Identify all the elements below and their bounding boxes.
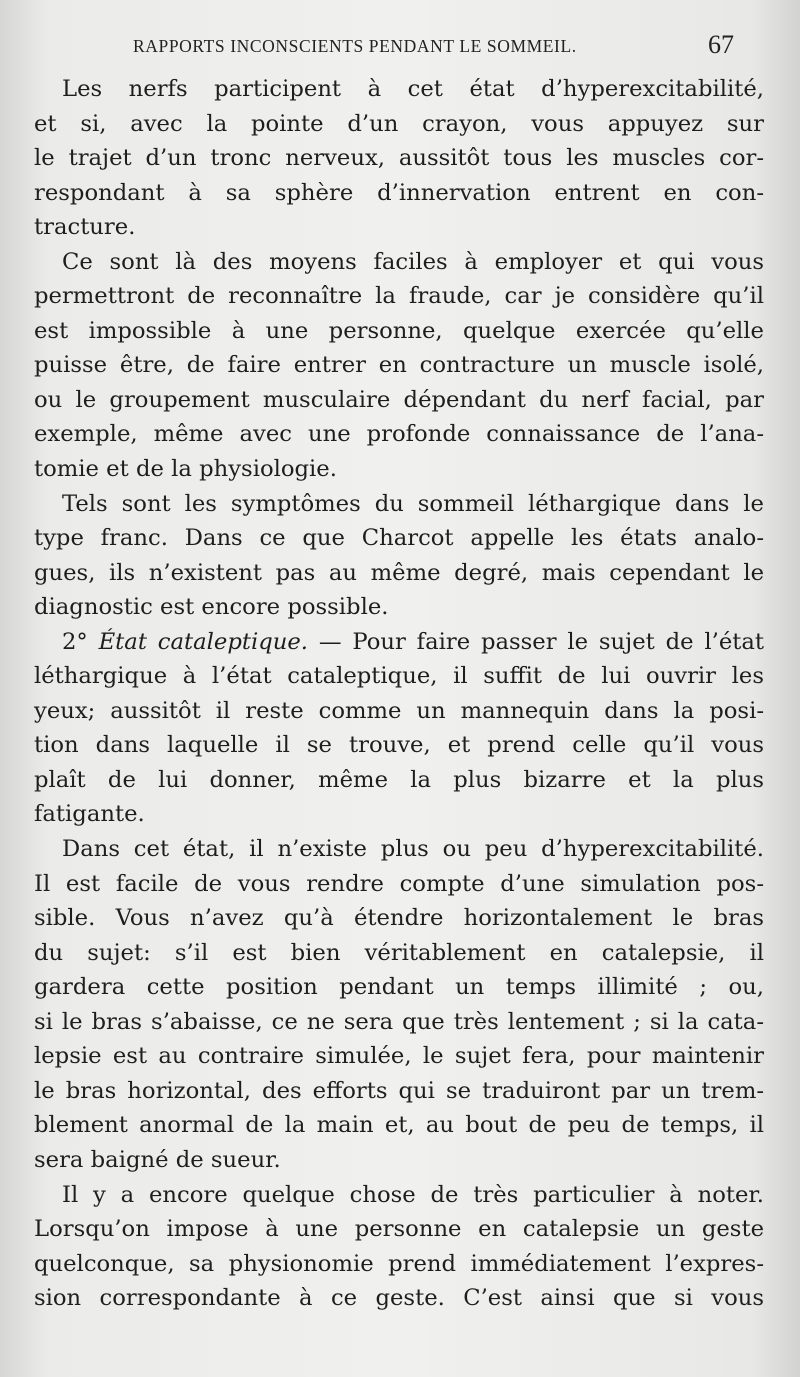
text-line: tion dans laquelle il se trouve, et prend celle qu’il vous xyxy=(34,732,764,759)
text-line: et si, avec la pointe d’un crayon, vous appuyez sur xyxy=(34,110,764,137)
text-line: yeux; aussitôt il reste comme un mannequin dans la posi- xyxy=(34,697,764,724)
text-line: Ce sont là des moyens faciles à employer et qui vous xyxy=(62,248,764,275)
paragraph-3 xyxy=(34,487,764,625)
paragraph-5 xyxy=(34,832,764,1177)
section-heading-line: 2° État cataleptique. — Pour faire passer le sujet de l’état xyxy=(62,628,765,655)
section-number: 2° xyxy=(62,628,88,655)
text-line: respondant à sa sphère d’innervation entrent en con- xyxy=(34,179,764,206)
text-line: Dans cet état, il n’existe plus ou peu d’hyperexcitabilité. xyxy=(62,836,764,863)
text-line: Tels sont les symptômes du sommeil léthargique dans le xyxy=(62,490,764,517)
text-line: plaît de lui donner, même la plus bizarre et la plus xyxy=(34,766,764,793)
text-line: fatigante. xyxy=(34,801,145,828)
paragraph-4 xyxy=(34,625,764,832)
text-line: permettront de reconnaître la fraude, car je considère qu’il xyxy=(34,283,764,310)
text-line: tomie et de la physiologie. xyxy=(34,456,337,483)
text-line: diagnostic est encore possible. xyxy=(34,594,389,621)
text-line: du sujet: s’il est bien véritablement en catalepsie, il xyxy=(34,939,764,966)
paragraph-6 xyxy=(34,1178,764,1316)
text-line: si le bras s’abaisse, ce ne sera que très lentement ; si la cata- xyxy=(34,1008,764,1035)
text-line: sion correspondante à ce geste. C’est ainsi que si vous xyxy=(34,1285,764,1312)
text-line: gues, ils n’existent pas au même degré, mais cependant le xyxy=(34,559,764,586)
text-line: le trajet d’un tronc nerveux, aussitôt tous les muscles cor- xyxy=(34,145,764,172)
text-line: puisse être, de faire entrer en contracture un muscle isolé, xyxy=(34,352,764,379)
text-line: est impossible à une personne, quelque exercée qu’elle xyxy=(34,317,764,344)
page-number: 67 xyxy=(708,30,734,59)
text-line: léthargique à l’état cataleptique, il suffit de lui ouvrir les xyxy=(34,663,764,690)
text-line: Lorsqu’on impose à une personne en catalepsie un geste xyxy=(34,1216,764,1243)
text-line: ou le groupement musculaire dépendant du nerf facial, par xyxy=(34,386,764,413)
running-title: RAPPORTS INCONSCIENTS PENDANT LE SOMMEIL. xyxy=(133,36,577,56)
text-line: blement anormal de la main et, au bout de peu de temps, il xyxy=(34,1112,764,1139)
text-line: Les nerfs participent à cet état d’hyperexcitabilité, xyxy=(62,76,764,102)
text-line: le bras horizontal, des efforts qui se traduiront par un trem- xyxy=(34,1077,764,1104)
page-header xyxy=(0,30,800,64)
text-line: sible. Vous n’avez qu’à étendre horizontalement le bras xyxy=(34,905,764,932)
text-line: quelconque, sa physionomie prend immédiatement l’expres- xyxy=(34,1250,764,1277)
section-dash: — xyxy=(318,628,342,655)
text-line: exemple, même avec une profonde connaissance de l’ana- xyxy=(34,421,764,448)
section-title: État cataleptique. xyxy=(98,628,309,655)
text-line: Il y a encore quelque chose de très particulier à noter. xyxy=(62,1181,764,1208)
text-line: Il est facile de vous rendre compte d’une simulation pos- xyxy=(34,870,764,897)
body-text xyxy=(34,72,764,1316)
text-line: sera baigné de sueur. xyxy=(34,1146,281,1173)
text-line: gardera cette position pendant un temps illimité ; ou, xyxy=(34,974,764,1001)
text-line: lepsie est au contraire simulée, le sujet fera, pour maintenir xyxy=(34,1043,764,1070)
paragraph-1 xyxy=(34,72,764,245)
paragraph-2 xyxy=(34,245,764,487)
text-line: type franc. Dans ce que Charcot appelle les états analo- xyxy=(34,525,764,552)
text-line: tracture. xyxy=(34,214,136,241)
